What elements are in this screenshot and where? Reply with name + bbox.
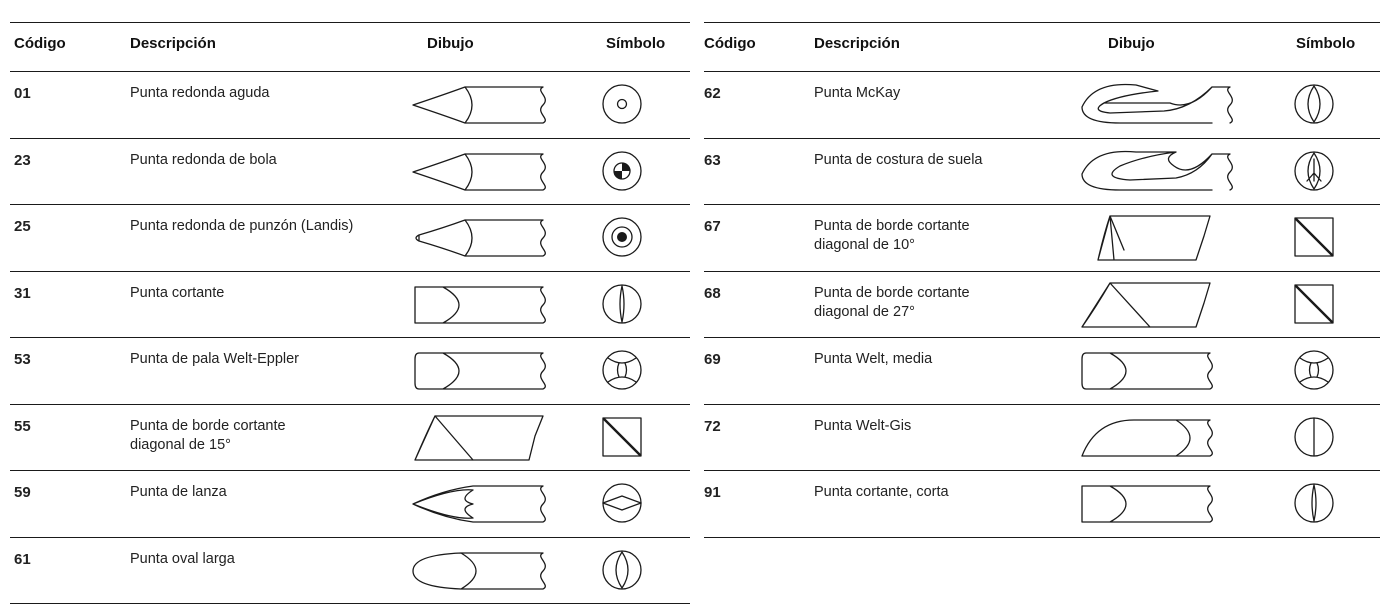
oval-icon (1292, 72, 1336, 136)
needle-description: Punta de pala Welt-Eppler (130, 351, 300, 367)
table-row (10, 272, 690, 339)
needle-code: 31 (14, 284, 31, 302)
needle-description: Punta McKay (814, 85, 901, 101)
needle-description: Punta de lanza (130, 484, 227, 500)
needle-point-drawing (407, 471, 567, 535)
table-row (704, 205, 1380, 272)
needle-point-drawing (407, 538, 567, 602)
diagonal-square-icon (1292, 272, 1336, 336)
needle-table-left (10, 22, 690, 604)
needle-table-right (704, 22, 1380, 538)
needle-code: 62 (704, 85, 721, 102)
needle-description: Punta de costura de suela (814, 151, 983, 168)
header-code: Código (704, 35, 756, 52)
table-row (704, 139, 1380, 206)
needle-point-drawing (1074, 272, 1234, 336)
needle-point-drawing (1074, 205, 1234, 269)
table-body (704, 72, 1380, 538)
needle-description: Punta Welt-Gis (814, 417, 912, 434)
needle-description: Punta redonda de punzón (Landis) (130, 218, 354, 234)
needle-description: Punta de borde cortante diagonal de 15° (130, 417, 286, 453)
needle-description: Punta Welt, media (814, 351, 933, 367)
needle-point-drawing (407, 72, 567, 136)
needle-code: 72 (704, 417, 721, 435)
welt-icon (600, 338, 644, 402)
needle-code: 59 (14, 484, 31, 501)
welt-icon (1292, 338, 1336, 402)
header-symbol: Símbolo (1296, 35, 1356, 52)
table-row (10, 139, 690, 206)
needle-point-drawing (407, 405, 567, 469)
needle-description: Punta de borde cortante diagonal de 10° (814, 218, 970, 253)
needle-description: Punta de borde cortante diagonal de 27° (814, 284, 970, 320)
vertical-blade-icon (600, 272, 644, 336)
ball-quadrant-icon (600, 139, 644, 203)
needle-description: Punta cortante, corta (814, 484, 949, 500)
needle-point-drawing (1074, 338, 1234, 402)
table-row (704, 72, 1380, 139)
header-code: Código (14, 35, 66, 52)
table-row (10, 538, 690, 605)
needle-code: 67 (704, 218, 721, 235)
table-row (10, 205, 690, 272)
header-drawing: Dibujo (427, 35, 474, 52)
sole-icon (1292, 139, 1336, 203)
table-row (704, 405, 1380, 472)
oval-icon (600, 538, 644, 602)
needle-code: 23 (14, 151, 31, 169)
needle-code: 69 (704, 351, 721, 368)
table-row (704, 471, 1380, 538)
vertical-line-icon (1292, 405, 1336, 469)
vertical-blade-icon (1292, 471, 1336, 535)
target-dot-icon (600, 205, 644, 269)
header-description: Descripción (814, 35, 900, 52)
needle-point-drawing (407, 205, 567, 269)
header-description: Descripción (130, 35, 216, 52)
lance-icon (600, 471, 644, 535)
needle-description: Punta redonda de bola (130, 151, 277, 168)
needle-code: 55 (14, 417, 31, 435)
needle-point-drawing (1074, 72, 1234, 136)
circle-dot-icon (600, 72, 644, 136)
table-header (10, 22, 690, 72)
table-row (10, 338, 690, 405)
needle-code: 01 (14, 85, 31, 102)
table-row (10, 471, 690, 538)
needle-point-drawing (1074, 139, 1234, 203)
needle-description: Punta oval larga (130, 550, 235, 567)
needle-code: 91 (704, 484, 721, 501)
diagonal-square-icon (1292, 205, 1336, 269)
needle-point-drawing (407, 338, 567, 402)
table-body (10, 72, 690, 604)
needle-description: Punta redonda aguda (130, 85, 270, 101)
needle-code: 53 (14, 351, 31, 368)
needle-code: 61 (14, 550, 31, 568)
needle-point-drawing (1074, 405, 1234, 469)
needle-code: 25 (14, 218, 31, 235)
needle-point-drawing (1074, 471, 1234, 535)
header-symbol: Símbolo (606, 35, 666, 52)
table-row (10, 72, 690, 139)
needle-point-drawing (407, 139, 567, 203)
needle-code: 63 (704, 151, 721, 169)
table-row (704, 338, 1380, 405)
needle-point-drawing (407, 272, 567, 336)
needle-code: 68 (704, 284, 721, 302)
diagonal-square-icon (600, 405, 644, 469)
needle-description: Punta cortante (130, 284, 225, 301)
table-row (10, 405, 690, 472)
table-header (704, 22, 1380, 72)
table-row (704, 272, 1380, 339)
header-drawing: Dibujo (1108, 35, 1155, 52)
